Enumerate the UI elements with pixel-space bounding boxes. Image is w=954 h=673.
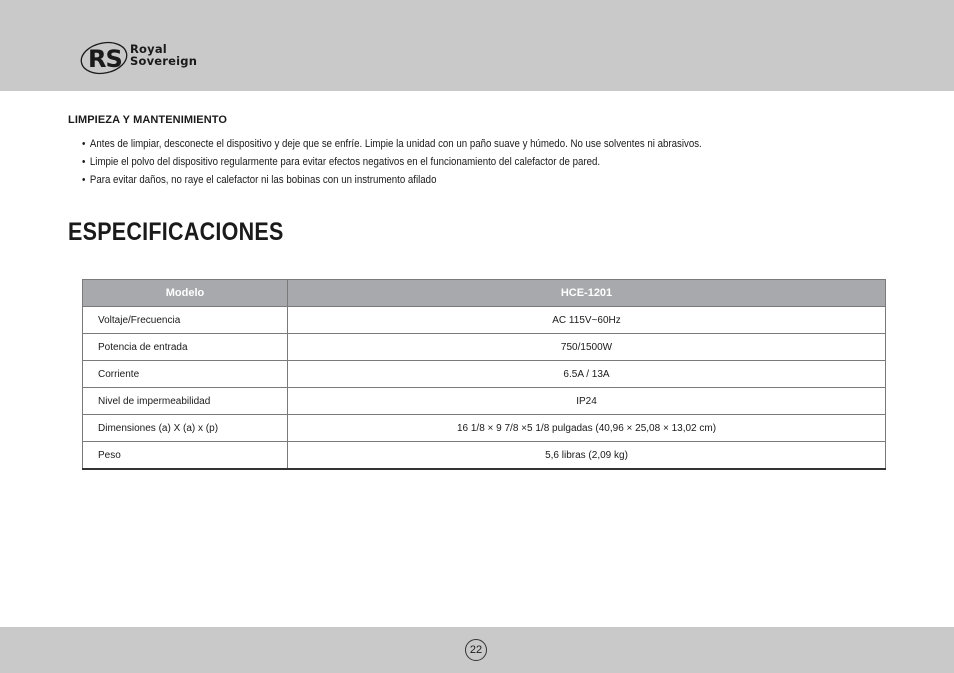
table-row xyxy=(83,388,886,415)
logo-text-royal: Royal xyxy=(130,42,167,56)
specs-title: ESPECIFICACIONES xyxy=(68,218,284,246)
spec-label: Potencia de entrada xyxy=(83,334,288,361)
logo-text-sovereign: Sovereign xyxy=(130,54,198,68)
list-item xyxy=(82,171,702,189)
spec-value: IP24 xyxy=(288,388,886,415)
table-row xyxy=(83,442,886,470)
list-item xyxy=(82,153,702,171)
table-row xyxy=(83,415,886,442)
spec-label: Corriente xyxy=(83,361,288,388)
bullet-text: Limpie el polvo del dispositivo regularmente para evitar efectos negativos en el funcionamiento del calefactor de pared. xyxy=(89,156,601,168)
specs-table xyxy=(82,279,886,470)
header-cell-model: Modelo xyxy=(83,280,288,307)
header-band xyxy=(0,0,954,91)
spec-label: Nivel de impermeabilidad xyxy=(83,388,288,415)
list-item xyxy=(82,135,702,153)
table-row xyxy=(83,334,886,361)
royal-sovereign-logo xyxy=(80,40,210,76)
header-cell-model-number: HCE-1201 xyxy=(288,280,886,307)
table-header-row xyxy=(83,280,886,307)
table-row xyxy=(83,361,886,388)
spec-label: Peso xyxy=(83,442,288,470)
spec-value: 5,6 libras (2,09 kg) xyxy=(288,442,886,470)
bullet-icon: • xyxy=(82,156,86,168)
rs-monogram-icon xyxy=(80,40,130,76)
spec-value: 16 1/8 × 9 7/8 ×5 1/8 pulgadas (40,96 × 25,08 × 13,02 cm) xyxy=(288,415,886,442)
bullet-icon: • xyxy=(82,174,86,186)
bullet-text: Para evitar daños, no raye el calefactor ni las bobinas con un instrumento afilado xyxy=(89,174,437,186)
spec-value: 6.5A / 13A xyxy=(288,361,886,388)
bullet-text: Antes de limpiar, desconecte el dispositivo y deje que se enfríe. Limpie la unidad con un paño suave y húmedo. No use solventes ni abrasivos. xyxy=(89,138,702,150)
table-row xyxy=(83,307,886,334)
spec-label: Dimensiones (a) X (a) x (p) xyxy=(83,415,288,442)
page-number: 22 xyxy=(465,639,487,661)
svg-text:RS: RS xyxy=(88,45,122,73)
spec-label: Voltaje/Frecuencia xyxy=(83,307,288,334)
bullet-icon: • xyxy=(82,138,86,150)
spec-value: AC 115V~60Hz xyxy=(288,307,886,334)
cleaning-bullet-list xyxy=(82,135,786,189)
cleaning-heading: LIMPIEZA Y MANTENIMIENTO xyxy=(68,114,228,126)
spec-value: 750/1500W xyxy=(288,334,886,361)
